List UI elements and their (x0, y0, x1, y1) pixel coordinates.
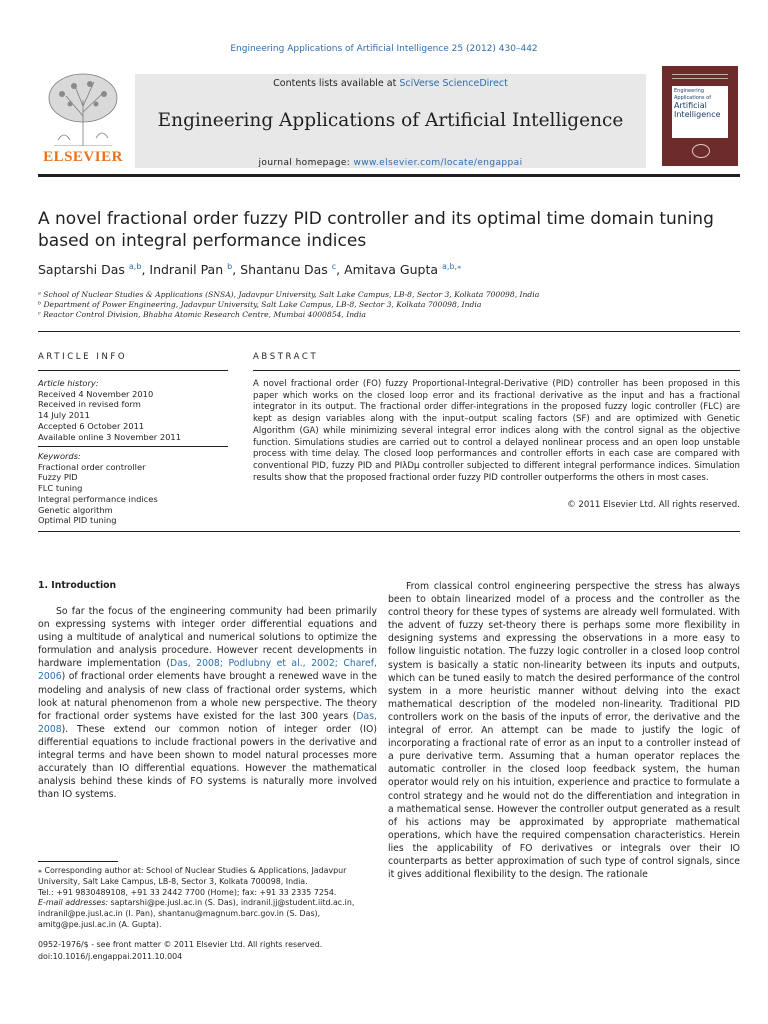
section-heading: 1. Introduction (38, 580, 117, 591)
header-divider (38, 174, 740, 177)
homepage-line (135, 158, 646, 168)
journal-reference[interactable]: Engineering Applications of Artificial Intelligence 25 (2012) 430–442 (230, 44, 538, 54)
keyword-item: Integral performance indices (38, 493, 158, 504)
history-item: Accepted 6 October 2011 (38, 420, 145, 431)
article-info-heading: ARTICLE INFO (38, 352, 128, 362)
journal-cover-image (662, 66, 738, 166)
keyword-item: FLC tuning (38, 483, 83, 494)
homepage-link[interactable]: www.elsevier.com/locate/engappai (353, 158, 523, 168)
elsevier-tree-icon (44, 70, 122, 146)
article-title: A novel fractional order fuzzy PID controller and its optimal time domain tuning based on integral performance indices (38, 209, 714, 251)
article-history (38, 378, 228, 442)
footnote (38, 866, 377, 931)
author-affiliation-link[interactable]: b (227, 262, 233, 271)
history-label: Article history: (38, 378, 99, 388)
intro-left-paragraph (38, 605, 377, 801)
publisher-name: ELSEVIER (43, 149, 123, 165)
keyword-item: Optimal PID tuning (38, 515, 117, 526)
journal-title: Engineering Applications of Artificial Intelligence (157, 110, 624, 131)
sciencedirect-link[interactable]: SciVerse ScienceDirect (399, 78, 508, 89)
citation-link[interactable]: Das, 2008; Podlubny et al., 2002; Charef, 2006 (38, 658, 377, 683)
author-list: Saptarshi Das $^{a,b}$, Indranil Pan $^b$, Shantanu Das $^c$, Amitava Gupta $^{a,b,⁎}$ (38, 262, 462, 278)
history-item: 14 July 2011 (38, 410, 90, 421)
corresponding-author-note: ⁎ Corresponding author at: School of Nuclear Studies & Applications, Jadavpur University, Salt Lake Campus, LB-8, Sector 3, Kolkata 700098, India. (38, 866, 347, 886)
keyword-item: Genetic algorithm (38, 504, 113, 515)
citation-link[interactable]: Das, 2008 (38, 710, 377, 735)
author-affiliation-link[interactable]: a,b (128, 262, 142, 271)
paragraph-text: ) of fractional order elements have brought a renewed wave in the modeling and analysis of new class of fractional order systems, which look at natural phenomenon from a whole new perspective. The theory for fractional order systems have existed for the last 300 years ( (38, 671, 377, 722)
cover-rule (672, 74, 728, 75)
affiliation: ᶜ Reactor Control Division, Bhabha Atomic Research Centre, Mumbai 4000854, India (38, 310, 366, 319)
abstract-divider (253, 370, 740, 371)
email-addresses (38, 898, 377, 930)
footnote-divider (38, 861, 118, 862)
email-label: E-mail addresses: (38, 898, 109, 908)
intro-right-paragraph: From classical control engineering perspective the stress has always been to obtain linearized model of a process and the controller as the control theory for these types of systems are already well formulated. With the advent of fuzzy set-theory there is perhaps some more flexibility in designing systems and expressing the observations in a more easy to follow linguistic notation. The fuzzy logic controller in a closed loop control system is basically a static non-linearity between its inputs and outputs, which can be tuned easily to match the desired performance of the control system in a more heuristic manner without delving into the exact mathematical description of the modeled non-linearity. Traditional PID controllers work on the basis of the inputs of error, the derivative and the integral of error. An attempt can be made to justify the logic of incorporating a fractional rate of error as an input to a controller instead of a pure derivative term. Assuming that a human operator replaces the automatic controller in the closed loop feedback system, the human operator would rely on his intuition, experience and practice to formulate a control strategy and he would not do the differentiation and integration in a mathematical sense. However the controller output generated as a result of his actions may be approximated by appropriate mathematical operations, which have the required compensation characteristics. Herein lies the applicability of FO derivatives or integrals over their IO counterparts as better approximation of such type of control signals, since it gives additional flexibility to the design. The rationale (388, 581, 740, 881)
abstract-heading: ABSTRACT (253, 352, 319, 362)
affiliation-divider (38, 331, 740, 332)
cover-small-text: Engineering Applications of (674, 88, 711, 101)
history-item: Available online 3 November 2011 (38, 431, 181, 442)
affiliation: ᵇ Department of Power Engineering, Jadavpur University, Salt Lake Campus, LB-8, Sector 3, Kolkata 700098, India (38, 300, 482, 309)
contents-prefix: Contents lists available at (273, 78, 400, 89)
info-divider (38, 370, 228, 371)
cover-rule (672, 78, 728, 79)
keyword-item: Fuzzy PID (38, 472, 78, 483)
elsevier-logo (38, 66, 128, 166)
history-item: Received 4 November 2010 (38, 388, 154, 399)
keywords (38, 451, 228, 526)
author-name: Amitava Gupta (344, 262, 439, 278)
cover-big-text: Artificial Intelligence (674, 101, 721, 119)
keywords-label: Keywords: (38, 451, 81, 461)
contents-line (135, 78, 646, 89)
homepage-prefix: journal homepage: (258, 158, 354, 168)
cover-panel (672, 86, 728, 138)
journal-banner (135, 74, 646, 168)
front-matter (38, 939, 377, 963)
paragraph-text: So far the focus of the engineering community had been primarily on expressing systems with integer order differential equations and using a multitude of analytical and numerical solutions to optimize the formulation and analysis procedure. However recent developments in hardware implementation ( (38, 606, 377, 670)
issn-line: 0952-1976/$ - see front matter © 2011 Elsevier Ltd. All rights reserved. (38, 940, 323, 949)
paragraph-text: ). These extend our common notion of integer order (IO) differential equations to include fractional powers in the derivative and integral terms and have been shown to model natural processes more accurately than IO differential equations. However the mathematical analysis behind these kinds of FO systems is naturally more involved than IO systems. (38, 723, 377, 801)
abstract-text: A novel fractional order (FO) fuzzy Proportional-Integral-Derivative (PID) controller has been proposed in this paper which works on the closed loop error and its fractional derivative as the input and has a fractional integrator in its output. The fractional order differ-integrations in the proposed fuzzy logic controller (FLC) are kept as design variables along with the input–output scaling factors (SF) and are optimized with Genetic Algorithm (GA) while minimizing several integral error indices along with the control signal as the objective function. Simulations studies are carried out to control a delayed nonlinear process and an open loop unstable process with time delay. The closed loop performances and controller efforts in each case are compared with conventional PID, fuzzy PID and PIλDμ controller subjected to different integral performance indices. Simulation results show that the proposed fractional order fuzzy PID controller outperforms the others in most cases. (253, 379, 740, 483)
cover-emblem-icon (692, 144, 710, 158)
abstract-end-divider (38, 531, 740, 532)
history-item: Received in revised form (38, 399, 141, 410)
author-name: Saptarshi Das (38, 262, 125, 278)
contact-numbers: Tel.: +91 9830489108, +91 33 2442 7700 (Home); fax: +91 33 2335 7254. (38, 887, 337, 897)
masthead (38, 66, 740, 174)
author-affiliation-link[interactable]: a,b,⁎ (442, 262, 462, 271)
copyright-notice: © 2011 Elsevier Ltd. All rights reserved. (567, 500, 740, 510)
author-affiliation-link[interactable]: c (331, 262, 337, 271)
affiliation: ᵃ School of Nuclear Studies & Applications (SNSA), Jadavpur University, Salt Lake Campus, LB-8, Sector 3, Kolkata 700098, India (38, 290, 540, 299)
email-list[interactable]: saptarshi@pe.jusl.ac.in (S. Das), indranil.jj@student.iitd.ac.in, indranil@pe.jusl.ac.in (I. Pan), shantanu@magnum.barc.gov.in (S. Das), amitg@pe.jusl.ac.in (A. Gupta). (38, 898, 355, 929)
keyword-item: Fractional order controller (38, 461, 146, 472)
author-name: Shantanu Das (240, 262, 328, 278)
author-name: Indranil Pan (149, 262, 224, 278)
doi-link[interactable]: doi:10.1016/j.engappai.2011.10.004 (38, 952, 183, 961)
info-divider (38, 446, 228, 447)
